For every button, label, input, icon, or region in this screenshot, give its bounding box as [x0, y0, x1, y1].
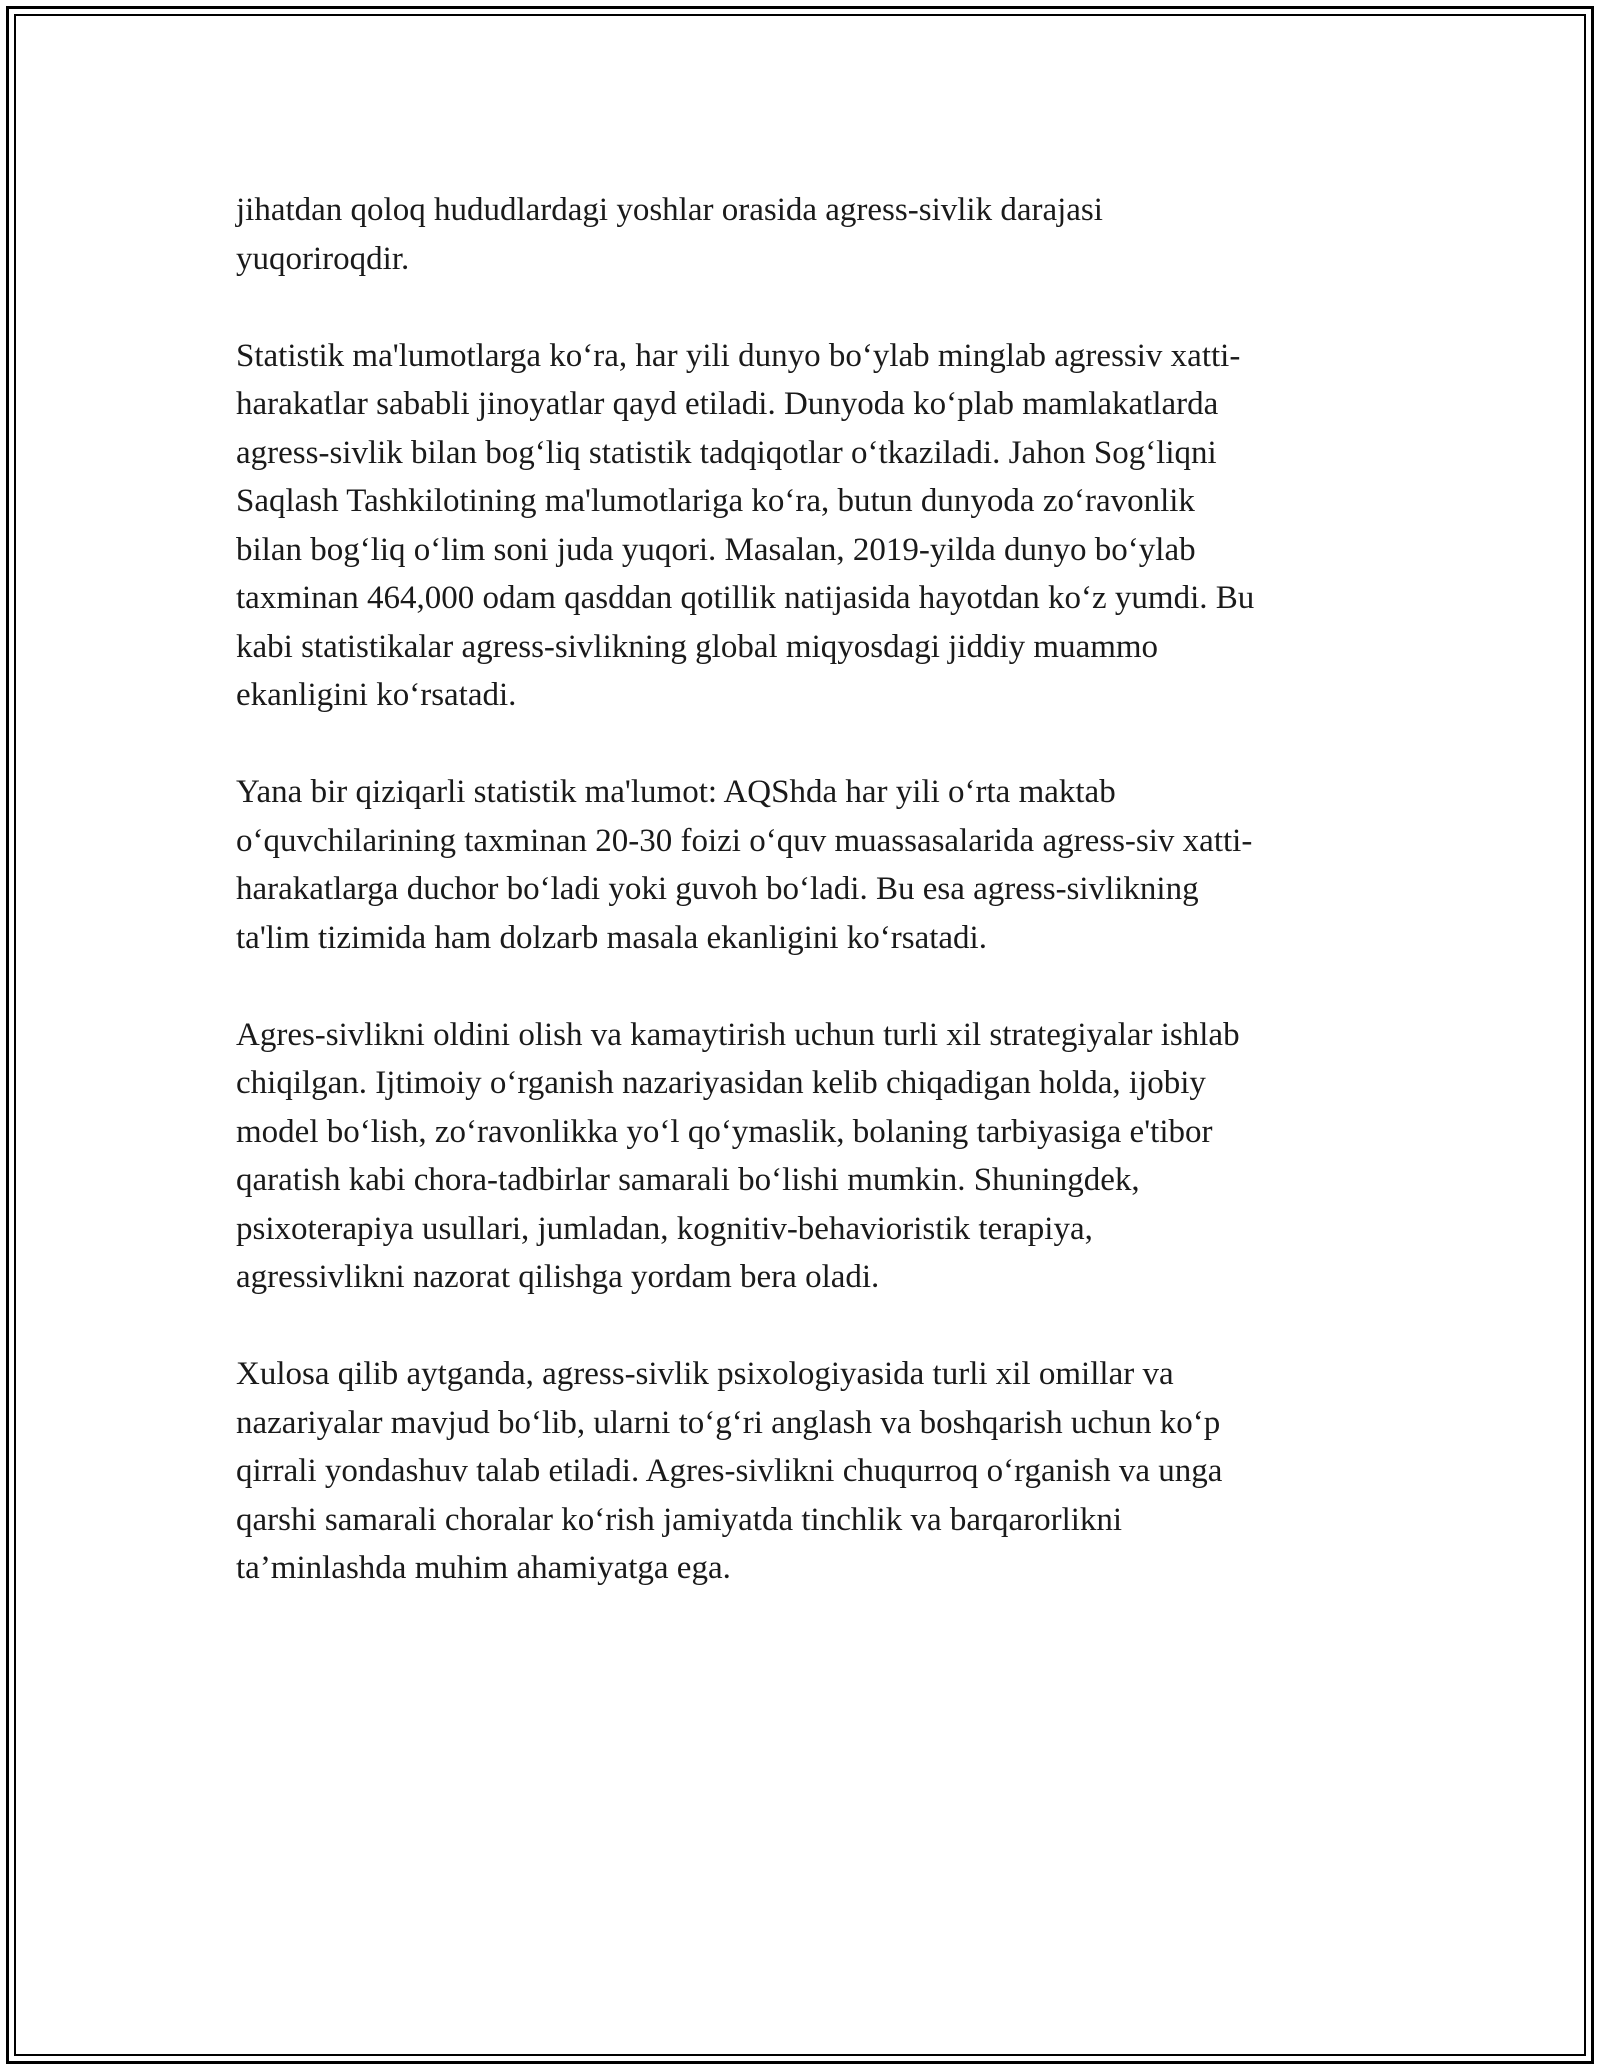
paragraph-usa-statistics: Yana bir qiziqarli statistik ma'lumot: AQShda har yili oʻrta maktab oʻquvchilarining taxminan 20-30 foizi oʻquv muassasalarida agress-siv xatti- harakatlarga duchor boʻladi yoki guvoh boʻladi. Bu esa agress-sivlikning ta'lim tizimida ham dolzarb masala ekanligini koʻrsatadi.: [236, 774, 1253, 956]
paragraph-prevention: Agres-sivlikni oldini olish va kamaytirish uchun turli xil strategiyalar ishlab chiqilgan. Ijtimoiy oʻrganish nazariyasidan kelib chiqadigan holda, ijobiy model boʻlish, zoʻravonlikka yoʻl qoʻymaslik, bolaning tarbiyasiga e'tibor qaratish kabi chora-tadbirlar samarali boʻlishi mumkin. Shuningdek, psixoterapiya usullari, jumladan, kognitiv-behavioristik terapiya, agressivlikni nazorat qilishga yordam bera oladi.: [236, 1016, 1240, 1295]
paragraph-statistics: Statistik ma'lumotlarga koʻra, har yili dunyo boʻylab minglab agressiv xatti- harakatlar sababli jinoyatlar qayd etiladi. Dunyoda koʻplab mamlakatlarda agress-sivlik bilan bogʻliq statistik tadqiqotlar oʻtkaziladi. Jahon Sogʻliqni Saqlash Tashkilotining ma'lumotlariga koʻra, butun dunyoda zoʻravonlik bilan bogʻliq oʻlim soni juda yuqori. Masalan, 2019-yilda dunyo boʻylab taxminan 464,000 odam qasddan qotillik natijasida hayotdan koʻz yumdi. Bu kabi statistikalar agress-sivlikning global miqyosdagi jiddiy muammo ekanligini koʻrsatadi.: [236, 337, 1255, 713]
paragraph-continuation: jihatdan qoloq hududlardagi yoshlar orasida agress-sivlik darajasi yuqoriroqdir.: [236, 192, 1103, 277]
document-body: [236, 186, 1376, 1641]
paragraph-conclusion: Xulosa qilib aytganda, agress-sivlik psixologiyasida turli xil omillar va nazariyalar mavjud boʻlib, ularni toʻgʻri anglash va boshqarish uchun koʻp qirrali yondashuv talab etiladi. Agres-sivlikni chuqurroq oʻrganish va unga qarshi samarali choralar koʻrish jamiyatda tinchlik va barqarorlikni ta’minlashda muhim ahamiyatga ega.: [236, 1356, 1223, 1586]
